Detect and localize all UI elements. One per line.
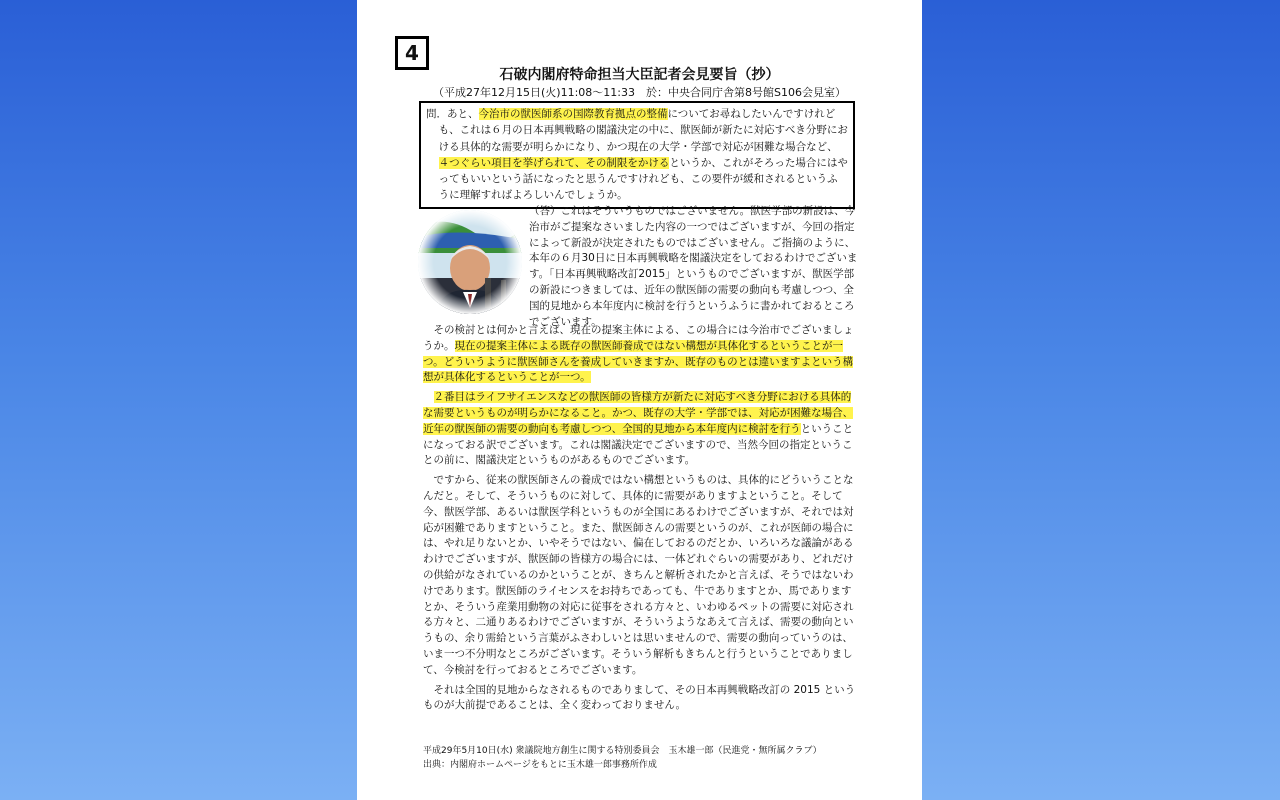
- answer-paragraph: ですから、従来の獣医師さんの養成ではない構想というものは、具体的にどういうことなんだと。そして、そういうものに対して、具体的に需要がありますよということ。そして今、獣医学部、あるいは獣医学科というものが全国にあるわけでございますが、それでは対応が困難でありますということ。また、獣医師さんの需要というのが、これが医師の場合には、やれ足りないとか、いやそうではない、偏在しておるのだとか、いろいろな議論があるわけでございますが、獣医師の皆様方の場合には、一体どれぐらいの需要があり、どれだけの供給がなされているのかということが、きちんと解析されたかと言えば、そうではないわけであります。獣医師のライセンスをお持ちであっても、牛でありますとか、馬でありますとか、そういう産業用動物の対応に従事をされる方々と、いわゆるペットの需要に対応される方々と、二通りあるわけでございますが、そういうようなあえて言えば、需要の動向というもの、余り需給という言葉がふさわしいとは思いませんので、需要の動向っていうのは、いま一つ不分明なところがございます。そういう解析もきちんと行うということでありまして、今検討を行っておるところでございます。: [423, 474, 854, 676]
- document-title: 石破内閣府特命担当大臣記者会見要旨（抄）: [499, 67, 780, 83]
- document-footer: [423, 744, 873, 772]
- paragraph-highlight: 現在の提案主体による既存の獣医師養成ではない構想が具体化するということが一つ。どういうように獣医師さんを養成していきますか、既存のものとは違いますよという構想が具体化するということが一つ。: [423, 339, 854, 384]
- question-highlight: ４つぐらい項目を挙げられて、その制限をかける: [438, 156, 670, 169]
- answer-paragraph: それは全国的見地からなされるものでありまして、その日本再興戦略改訂の 2015 というものが大前提であることは、全く変わっておりません。: [423, 683, 856, 712]
- question-text-part: についてお尋ねしたいんですけれども、これは６月の日本再興戦略の閣議決定の中に、獣医師が新たに対応すべき分野における具体的な需要が明らかになり、かつ現在の大学・学部で対応が困難な場合など、: [438, 108, 848, 153]
- paragraph-text: ということになっておる訳でございます。これは閣議決定でございますので、当然今回の指定ということの前に、閣議決定というものがあるものでございます。: [423, 422, 854, 467]
- question-highlight: 今治市の獣医師系の国際教育拠点の整備: [478, 108, 668, 120]
- question-box: [419, 101, 855, 209]
- footer-session: 平成29年5月10日(水) 衆議院地方創生に関する特別委員会 玉木雄一郎（民進党・無所属クラブ）: [423, 746, 822, 756]
- footer-source: 出典：内閣府ホームページをもとに玉木雄一郎事務所作成: [423, 760, 657, 770]
- paragraph-text: その検討とは何かと言えば、現在の提案主体による、この場合には今治市でございましょうか。: [423, 324, 854, 352]
- answer-body: [423, 323, 856, 718]
- question-text-part: というか、これがそろった場合にはやってもいいという話になったと思うんですけれども、この要件が緩和されるというふうに理解すればよろしいんでしょうか。: [438, 156, 848, 202]
- minister-portrait-image: [415, 208, 525, 316]
- answer-paragraph: [423, 390, 856, 469]
- paragraph-highlight: ２番目はライフサイエンスなどの獣医師の皆様方が新たに対応すべき分野における具体的な需要というものが明らかになること。かつ、既存の大学・学部では、対応が困難な場合、近年の獣医師の需要の動向も考慮しつつ、全国的見地から本年度内に検討を行う: [423, 391, 854, 435]
- document-page: [357, 0, 922, 800]
- answer-paragraph: [423, 323, 856, 386]
- page-number-badge: 4: [395, 36, 429, 70]
- question-text: [426, 106, 848, 204]
- question-text-part: 問．あと、: [426, 108, 479, 120]
- document-subtitle: （平成27年12月15日(火)11:08〜11:33 於：中央合同庁舎第8号館S106会見室）: [433, 86, 846, 99]
- answer-intro: （答）これはそういうものではございません。獣医学部の新設は、今治市がご提案なさいました内容の一つではございますが、今回の指定によって新設が決定されたものではございません。ご指摘のように、本年の６月30日に日本再興戦略を閣議決定をしておるわけでございます。「日本再興戦略改訂2015」というものでございますが、獣医学部の新設につきましては、近年の獣医師の需要の動向も考慮しつつ、全国的見地から本年度内に検討を行うというふうに書かれておるところでございます。: [529, 205, 858, 328]
